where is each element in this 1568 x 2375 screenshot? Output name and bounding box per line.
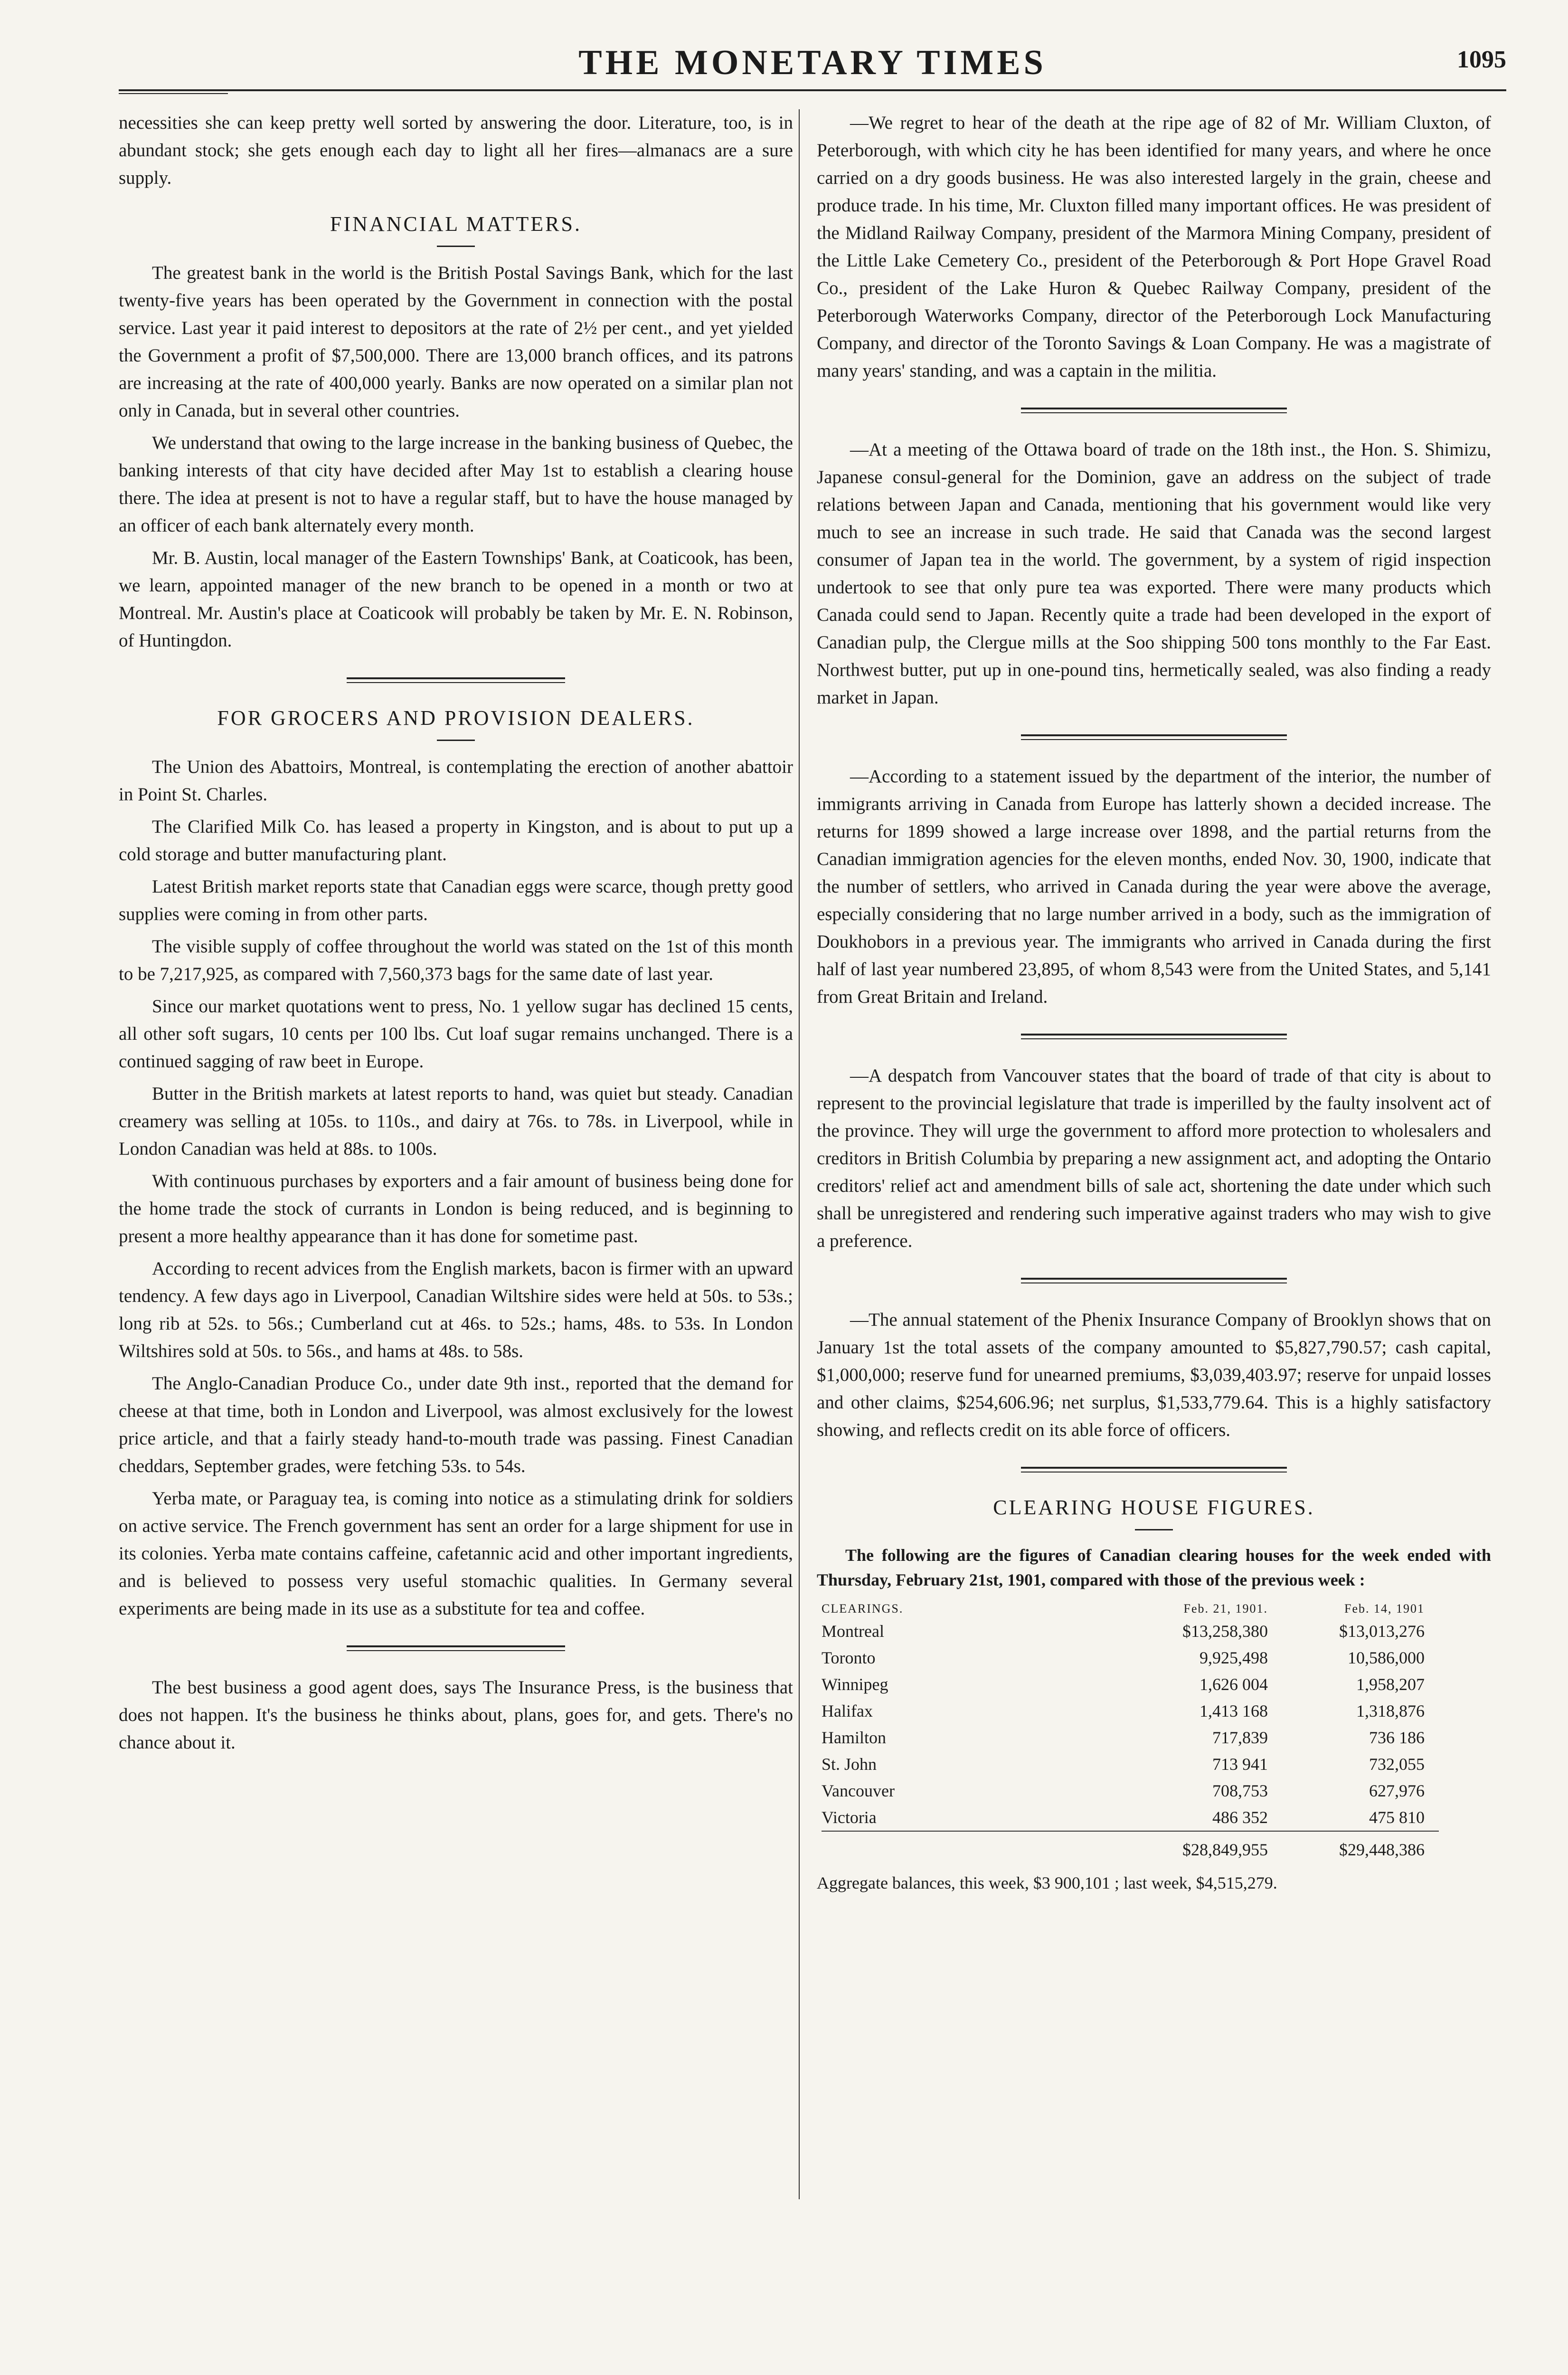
value-cell: 713 941	[1212, 1755, 1268, 1774]
grocers-paragraph: Latest British market reports state that Canadian eggs were scarce, though pretty good supplies were coming in from other parts.	[119, 876, 793, 924]
item-divider	[1021, 408, 1287, 413]
grocers-paragraph: The visible supply of coffee throughout the world was stated on the 1st of this month to be 7,217,925, as compared with 7,560,373 bags for the same date of last year.	[119, 936, 793, 984]
closing-paragraph: The best business a good agent does, says The Insurance Press, is the business that does not happen. It's the business he thinks about, plans, goes for, and gets. There's no chance about it.	[119, 1677, 793, 1753]
grocers-paragraph: Since our market quotations went to press, No. 1 yellow sugar has declined 15 cents, all other soft sugars, 10 cents per 100 lbs. Cut loaf sugar remains unchanged. There is a continued sagging of raw beet in Europe.	[119, 996, 793, 1072]
financial-matters-heading: FINANCIAL MATTERS.	[330, 212, 582, 236]
grocers-paragraph: With continuous purchases by exporters and a fair amount of business being done for the home trade the stock of currants in London is being reduced, and is beginning to present a more healthy appearance than it has done for sometime past.	[119, 1171, 793, 1246]
value-cell: 1,318,876	[1356, 1701, 1425, 1720]
clearings-column-header: CLEARINGS.	[822, 1602, 904, 1615]
masthead: THE MONETARY TIMES	[578, 43, 1047, 82]
aggregate-balances: Aggregate balances, this week, $3 900,101 ; last week, $4,515,279.	[817, 1873, 1277, 1892]
city-cell: Montreal	[822, 1622, 884, 1641]
value-cell: $13,013,276	[1339, 1622, 1425, 1641]
column-divider	[799, 109, 800, 2199]
intro-paragraph: necessities she can keep pretty well sorted by answering the door. Literature, too, is in abundant stock; she gets enough each day to light all her fires—almanacs are a sure supply.	[119, 113, 793, 188]
grocers-paragraph: Butter in the British markets at latest reports to hand, was quiet but steady. Canadian creamery was selling at 105s. to 110s., and dairy at 76s. to 78s. in Liverpool, while in London Canadian was held at 88s. to 100s.	[119, 1083, 793, 1159]
right-column	[817, 109, 1491, 1895]
grocers-paragraph: The Clarified Milk Co. has leased a property in Kingston, and is about to put up a cold storage and butter manufacturing plant.	[119, 817, 793, 864]
news-item-ottawa: —At a meeting of the Ottawa board of trade on the 18th inst., the Hon. S. Shimizu, Japanese consul-general for the Dominion, gave an address on the subject of trade relations between Japan and Canada, mentioning that his government would like very much to see an increase in such trade. He said that Canada was the second largest consumer of Japan tea in the world. The government, by a system of rigid inspection undertook to see that only pure tea was exported. There were many products which Canada could send to Japan. Recently quite a trade had been developed in the export of Canadian pulp, the Clergue mills at the Soo shipping 500 tons monthly to the Far East. Northwest butter, put up in one-pound tins, hermetically sealed, was also finding a ready market in Japan.	[817, 439, 1491, 708]
financial-paragraph: We understand that owing to the large increase in the banking business of Quebec, the banking interests of that city have decided after May 1st to establish a clearing house there. The idea at present is not to have a regular staff, but to have the house managed by an officer of each bank alternately every month.	[119, 433, 793, 536]
value-cell: 475 810	[1369, 1808, 1425, 1827]
grocers-heading: FOR GROCERS AND PROVISION DEALERS.	[217, 706, 695, 730]
table-row	[822, 1724, 1439, 1751]
city-cell: Victoria	[822, 1808, 877, 1827]
page-header	[119, 43, 1506, 86]
grocers-paragraph: The Anglo-Canadian Produce Co., under date 9th inst., reported that the demand for cheese at that time, both in London and Liverpool, was almost exclusively for the lowest price article, and that a fairly steady hand-to-mouth trade was passing. Finest Canadian cheddars, September grades, were fetching 53s. to 54s.	[119, 1373, 793, 1476]
item-divider	[1021, 1278, 1287, 1283]
left-column	[119, 109, 793, 1757]
value-cell: 1,626 004	[1200, 1675, 1268, 1694]
value-cell: 717,839	[1212, 1728, 1268, 1747]
city-cell: Winnipeg	[822, 1675, 888, 1694]
value-cell: 10,586,000	[1348, 1648, 1425, 1667]
grocers-paragraph: According to recent advices from the English markets, bacon is firmer with an upward tendency. A few days ago in Liverpool, Canadian Wiltshire sides were held at 50s. to 53s.; long rib at 52s. to 56s.; Cumberland cut at 46s. to 52s.; hams, 48s. to 53s. In London Wiltshires sold at 50s. to 56s., and hams at 48s. to 58s.	[119, 1258, 793, 1361]
grocers-paragraph: Yerba mate, or Paraguay tea, is coming into notice as a stimulating drink for soldiers on active service. The French government has sent an order for a large shipment for use in its colonies. Yerba mate contains caffeine, cafetannic acid and other important ingredients, and is believed to possess very useful stomachic qualities. In Germany several experiments are being made in its use as a substitute for tea and coffee.	[119, 1488, 793, 1619]
item-divider	[1021, 1034, 1287, 1039]
heading-dash	[437, 740, 475, 741]
city-cell: Halifax	[822, 1701, 873, 1720]
news-item-phenix: —The annual statement of the Phenix Insurance Company of Brooklyn shows that on January 1st the total assets of the company amounted to $5,827,790.57; cash capital, $1,000,000; reserve fund for unearned premiums, $3,039,403.97; reserve for unpaid losses and other claims, $254,606.96; net surplus, $1,533,779.64. This is a highly satisfactory showing, and reflects credit on its able force of officers.	[817, 1310, 1491, 1440]
total-label-cell	[822, 1831, 1125, 1863]
city-cell: Vancouver	[822, 1781, 895, 1800]
table-row	[822, 1618, 1439, 1644]
value-cell: 1,958,207	[1356, 1675, 1425, 1694]
value-cell: $13,258,380	[1182, 1622, 1268, 1641]
section-divider	[347, 1645, 565, 1651]
financial-paragraph: Mr. B. Austin, local manager of the Eastern Townships' Bank, at Coaticook, has been, we learn, appointed manager of the new branch to be opened in a month or two at Montreal. Mr. Austin's place at Coaticook will probably be taken by Mr. E. N. Robinson, of Huntingdon.	[119, 548, 793, 651]
value-cell: 732,055	[1369, 1755, 1425, 1774]
table-row	[822, 1804, 1439, 1831]
header-rule	[119, 89, 1506, 91]
total-feb21: $28,849,955	[1125, 1831, 1282, 1863]
table-row	[822, 1777, 1439, 1804]
financial-paragraph: The greatest bank in the world is the British Postal Savings Bank, which for the last twenty-five years has been operated by the Government in connection with the postal service. Last year it paid interest to depositors at the rate of 2½ per cent., and yet yielded the Government a profit of $7,500,000. There are 13,000 branch offices, and its patrons are increasing at the rate of 400,000 yearly. Banks are now operated on a similar plan not only in Canada, but in several other countries.	[119, 263, 793, 421]
news-item-immigration: —According to a statement issued by the department of the interior, the number of immigrants arriving in Canada from Europe has latterly shown a decided increase. The returns for 1899 showed a large increase over 1898, and the partial returns from the Canadian immigration agencies for the eleven months, ended Nov. 30, 1900, indicate that the number of settlers, who arrived in Canada during the year were above the average, especially considering that no large number arrived in a body, such as the immigration of Doukhobors in a previous year. The immigrants who arrived in Canada during the first half of last year numbered 23,895, of whom 8,543 were from the United States, and 5,141 from Great Britain and Ireland.	[817, 766, 1491, 1007]
total-row	[822, 1831, 1439, 1863]
news-item-cluxton: —We regret to hear of the death at the ripe age of 82 of Mr. William Cluxton, of Peterborough, with which city he has been identified for many years, and where he once carried on a dry goods business. He was also interested largely in the grain, cheese and produce trade. In his time, Mr. Cluxton filled many important offices. He was president of the Midland Railway Company, president of the Marmora Mining Company, president of the Little Lake Cemetery Co., president of the Peterborough & Port Hope Gravel Road Co., president of the Lake Huron & Quebec Railway Company, president of the Peterborough Waterworks Company, director of the Peterborough Lock Manufacturing Company, and director of the Toronto Savings & Loan Company. He was a magistrate of many years' standing, and was a captain in the militia.	[817, 113, 1491, 381]
heading-dash	[1135, 1529, 1173, 1530]
clearing-header-row	[822, 1600, 1439, 1618]
table-row	[822, 1751, 1439, 1777]
value-cell: 486 352	[1212, 1808, 1268, 1827]
feb21-column-header: Feb. 21, 1901.	[1183, 1602, 1268, 1615]
table-row	[822, 1698, 1439, 1724]
news-item-vancouver: —A despatch from Vancouver states that the board of trade of that city is about to represent to the provincial legislature that trade is imperilled by the faulty insolvent act of the province. They will urge the government to afford more protection to wholesalers and creditors in British Columbia by preparing a new assignment act, and adopting the Ontario creditors' relief act and amendment bills of sale act, shortening the date under which such shall be unregistered and rendering such imperative against traders who may wish to give a preference.	[817, 1065, 1491, 1251]
header-rule-short	[119, 93, 228, 94]
clearing-intro: The following are the figures of Canadian clearing houses for the week ended with Thursday, February 21st, 1901, compared with those of the previous week :	[817, 1546, 1491, 1589]
value-cell: 1,413 168	[1200, 1701, 1268, 1720]
value-cell: 736 186	[1369, 1728, 1425, 1747]
value-cell: 708,753	[1212, 1781, 1268, 1800]
city-cell: Hamilton	[822, 1728, 886, 1747]
grocers-paragraph: The Union des Abattoirs, Montreal, is contemplating the erection of another abattoir in Point St. Charles.	[119, 757, 793, 805]
clearing-table	[822, 1600, 1439, 1863]
table-row	[822, 1644, 1439, 1671]
table-row	[822, 1671, 1439, 1698]
feb14-column-header: Feb. 14, 1901	[1344, 1602, 1425, 1615]
value-cell: 9,925,498	[1200, 1648, 1268, 1667]
section-divider	[347, 677, 565, 683]
total-feb14: $29,448,386	[1282, 1831, 1439, 1863]
item-divider	[1021, 1467, 1287, 1472]
value-cell: 627,976	[1369, 1781, 1425, 1800]
page-number: 1095	[1457, 46, 1506, 73]
clearing-house-heading: CLEARING HOUSE FIGURES.	[993, 1496, 1315, 1519]
city-cell: St. John	[822, 1755, 877, 1774]
item-divider	[1021, 734, 1287, 740]
city-cell: Toronto	[822, 1648, 876, 1667]
heading-dash	[437, 246, 475, 247]
